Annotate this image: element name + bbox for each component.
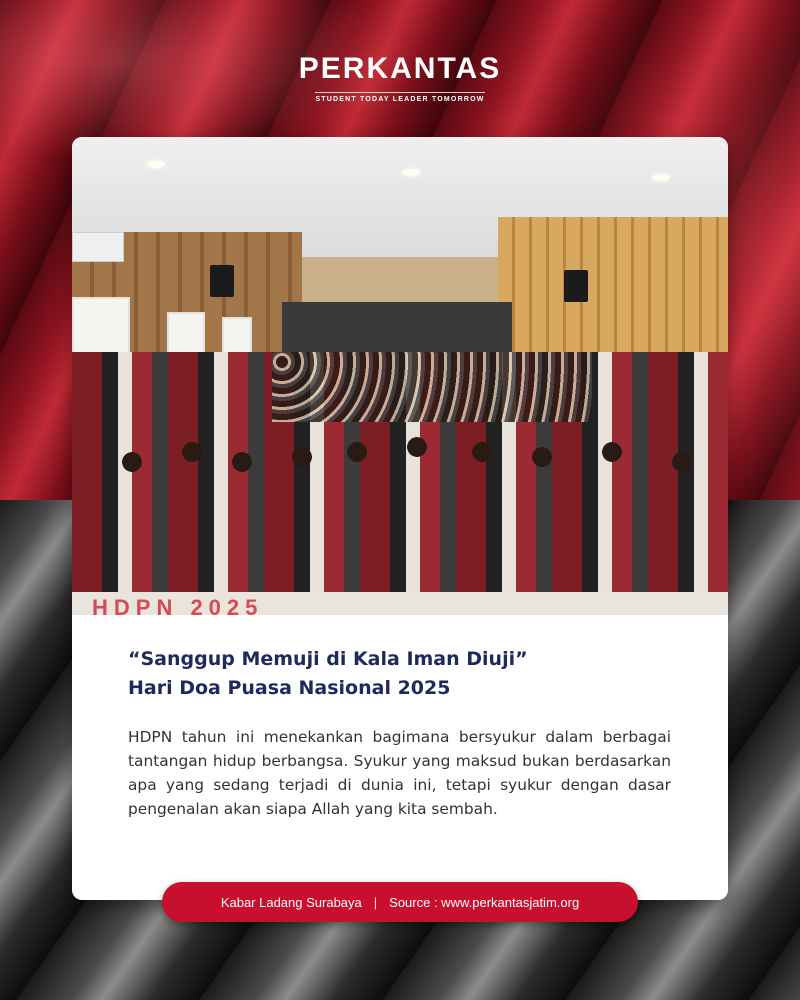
ceiling-light	[402, 169, 420, 176]
ceiling-light	[652, 174, 670, 181]
footer-left-label: Kabar Ladang Surabaya	[220, 894, 362, 910]
footer-source-link[interactable]: Source : www.perkantasjatim.org	[389, 894, 580, 910]
speaker	[210, 265, 234, 297]
air-conditioner	[72, 232, 124, 262]
event-photo	[72, 137, 728, 615]
article-body: HDPN tahun ini menekankan bagimana bersyukur dalam berbagai tantangan hidup berbangsa. Syukur yang maksud bukan berdasarkan apa yang sedang terjadi di dunia ini, tetapi syukur dengan dasar pengenalan akan siapa Allah yang kita sembah.	[128, 728, 671, 818]
headline-event: Hari Doa Puasa Nasional 2025	[128, 677, 451, 699]
headline-quote: “Sanggup Memuji di Kala Iman Diuji”	[128, 648, 528, 670]
brand-name: PERKANTAS	[298, 52, 502, 85]
article-headline	[128, 645, 688, 703]
speaker	[564, 270, 588, 302]
floor-banner-text: HDPN 2025	[92, 595, 264, 615]
audience-back-rows	[272, 352, 592, 422]
ceiling-light	[147, 161, 165, 168]
footer-separator: |	[373, 894, 378, 910]
article-text-area	[72, 615, 728, 900]
brand-logo	[0, 52, 800, 105]
post-card	[72, 137, 728, 900]
brand-tagline: STUDENT TODAY LEADER TOMORROW	[315, 92, 484, 103]
source-pill	[162, 882, 638, 922]
